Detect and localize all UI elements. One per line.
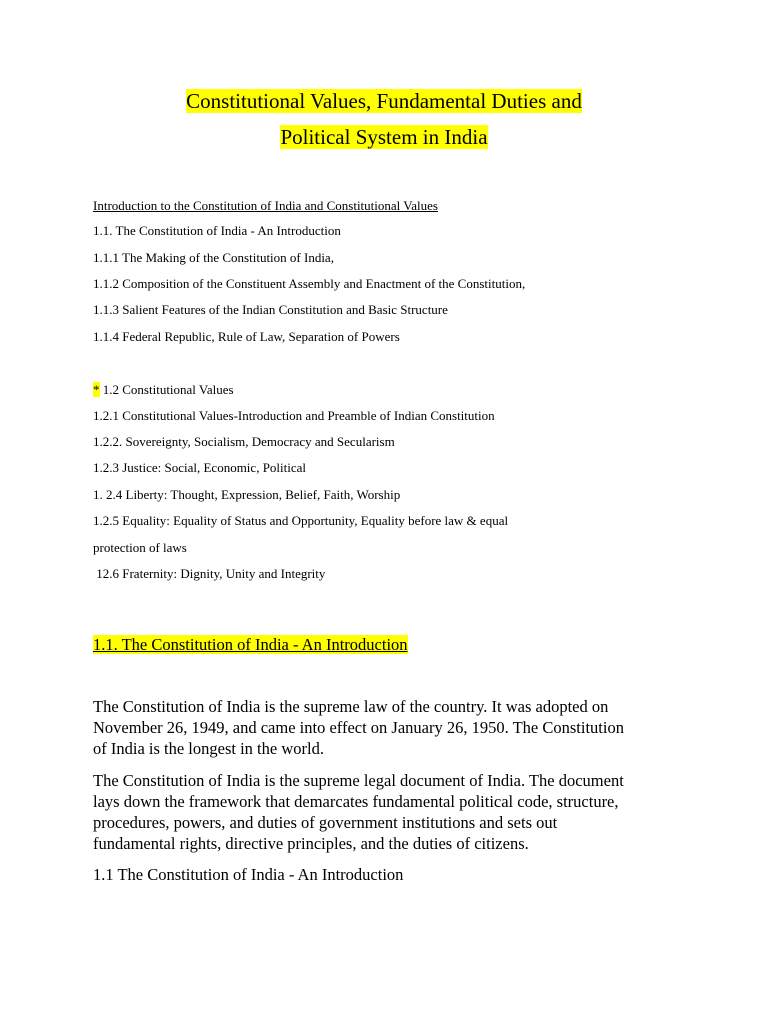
paragraph-2	[93, 770, 683, 854]
section-heading	[93, 634, 408, 656]
toc-item: 1.1.4 Federal Republic, Rule of Law, Separation of Powers	[93, 329, 400, 344]
toc2-item: 1. 2.4 Liberty: Thought, Expression, Belief, Faith, Worship	[93, 487, 401, 502]
toc2-item: 1.2.2. Sovereignty, Socialism, Democracy and Secularism	[93, 434, 395, 449]
toc-item: 1.1.1 The Making of the Constitution of India,	[93, 250, 334, 265]
paragraph-3	[93, 864, 683, 885]
paragraph-line: 1.1 The Constitution of India - An Introduction	[93, 865, 404, 884]
toc2-marker: *	[93, 382, 100, 397]
toc2-item: protection of laws	[93, 540, 187, 555]
toc-item: 1.1.2 Composition of the Constituent Assembly and Enactment of the Constitution,	[93, 276, 526, 291]
toc-item: 1.1.3 Salient Features of the Indian Constitution and Basic Structure	[93, 302, 448, 317]
paragraph-line: The Constitution of India is the supreme legal document of India. The document	[93, 771, 624, 790]
toc-heading: Introduction to the Constitution of India and Constitutional Values	[93, 198, 438, 213]
toc2-item: 1.2.1 Constitutional Values-Introduction and Preamble of Indian Constitution	[93, 408, 495, 423]
toc2-item: 1.2.5 Equality: Equality of Status and Opportunity, Equality before law & equal	[93, 513, 509, 528]
toc-item: 1.1. The Constitution of India - An Introduction	[93, 223, 341, 238]
paragraph-line: of India is the longest in the world.	[93, 739, 324, 758]
paragraph-line: lays down the framework that demarcates fundamental political code, structure,	[93, 792, 619, 811]
section-heading-text: 1.1. The Constitution of India - An Introduction	[93, 635, 408, 654]
paragraph-line: The Constitution of India is the supreme law of the country. It was adopted on	[93, 697, 609, 716]
paragraph-line: November 26, 1949, and came into effect on January 26, 1950. The Constitution	[93, 718, 624, 737]
title-line-1	[0, 88, 768, 114]
title-text-1: Constitutional Values, Fundamental Duties and	[186, 89, 582, 113]
paragraph-line: fundamental rights, directive principles, and the duties of citizens.	[93, 834, 529, 853]
toc2-first-label: 1.2 Constitutional Values	[99, 382, 234, 397]
title-text-2: Political System in India	[280, 125, 488, 149]
paragraph-1	[93, 696, 683, 759]
toc2-item: 1.2.3 Justice: Social, Economic, Political	[93, 460, 307, 475]
toc2-first-item	[93, 382, 234, 398]
title-line-2	[0, 124, 768, 150]
toc2-item: 12.6 Fraternity: Dignity, Unity and Integrity	[93, 566, 326, 581]
paragraph-line: procedures, powers, and duties of government institutions and sets out	[93, 813, 558, 832]
